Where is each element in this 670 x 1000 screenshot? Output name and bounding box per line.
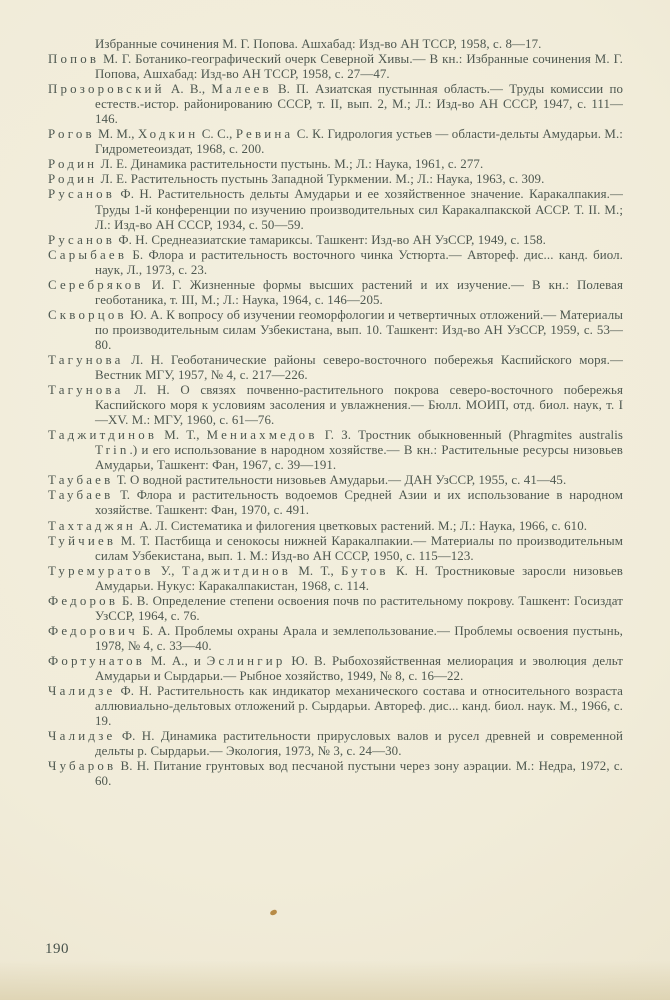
entry-text: Ф. Н. Растительность как индикатор механического состава и относительного возраста аллювиально-дельтовых отложений р. Сырдарьи. Автореф. дис... канд. биол. наук. М., 1966, с. 19. (95, 684, 623, 729)
entry-text: Т. О водной растительности низовьев Амударьи.— ДАН УзССР, 1955, с. 41—45. (113, 473, 567, 488)
author-name: Родин (48, 157, 98, 172)
author-name: Туйчиев (48, 533, 117, 548)
entry-text: М. Г. Ботанико-географический очерк Северной Хивы.— В кн.: Избранные сочинения М. Г. Попова, Ашхабад: Изд-во АН ТССР, 1958, с. 27—47. (95, 52, 623, 82)
author-name: Ревина (235, 127, 294, 142)
author-name: Федоров (48, 593, 119, 608)
author-name: Trin (95, 443, 130, 458)
entry-text: У., (153, 563, 182, 578)
author-name: Таубаев (48, 488, 114, 503)
author-name: Тахтаджян (48, 518, 137, 533)
bibliography-list (48, 37, 623, 789)
bibliography-entry (48, 654, 623, 684)
author-name: Таубаев (48, 473, 114, 488)
bibliography-entry (48, 428, 623, 473)
entry-text: А. В., (164, 82, 212, 97)
author-name: Русанов (48, 232, 116, 247)
page-number: 190 (45, 941, 69, 957)
bibliography-entry (48, 187, 623, 232)
entry-text: Ю. А. К вопросу об изучении геоморфологии и четвертичных отложений.— Материалы по производительным силам Узбекистана, вып. 10. Ташкент: Изд-во АН УзССР, 1959, с. 53—80. (95, 307, 623, 352)
entry-text: Г. З. Тростник обыкновенный (Phragmites australis (317, 428, 623, 443)
entry-text: В. П. Азиатская пустынная область.— Труды комиссии по естеств.-истор. районированию СССР, т. II, вып. 2, М.; Л.: Изд-во АН СССР, 1947, с. 111—146. (95, 82, 623, 127)
entry-text: Ф. Н. Растительность дельты Амударьи и ее хозяйственное значение. Каракалпакия.— Труды 1-й конференции по изучению производительных сил Каракалпакской АССР. Т. II. М.; Л.: Изд-во АН СССР, 1934, с. 50—59. (95, 187, 623, 232)
entry-text: Ю. В. Рыбохозяйственная мелиорация и эволюция дельт Амударьи и Сырдарьи.— Рыбное хозяйство, 1949, № 8, с. 16—22. (95, 653, 623, 683)
bibliography-entry (48, 353, 623, 383)
entry-text: .) и его использование в народном хозяйстве.— В кн.: Растительные ресурсы низовьев Амударьи, Ташкент: Фан, 1967, с. 39—191. (95, 443, 623, 473)
bibliography-entry (48, 684, 623, 729)
bibliography-entry (48, 729, 623, 759)
entry-text: Б. В. Определение степени освоения почв по растительному покрову. Ташкент: Госиздат УзССР, 1964, с. 76. (95, 593, 623, 623)
entry-text: В. Н. Питание грунтовых вод песчаной пустыни через зону аэрации. М.: Недра, 1972, с. 60. (95, 759, 623, 789)
author-name: Таджитдинов (181, 563, 292, 578)
author-name: Чалидзе (48, 729, 116, 744)
bibliography-entry (48, 473, 623, 488)
author-name: Родин (48, 172, 98, 187)
entry-text: Л. Е. Растительность пустынь Западной Туркмении. М.; Л.: Наука, 1963, с. 309. (97, 172, 545, 187)
author-name: Скворцов (48, 307, 127, 322)
bibliography-entry (48, 37, 623, 52)
entry-text: К. Н. Тростниковые заросли низовьев Амударьи. Нукус: Каракалпакистан, 1968, с. 114. (95, 563, 623, 593)
author-name: Бутов (341, 563, 389, 578)
entry-text: М. А., и (145, 653, 207, 668)
bibliography-entry (48, 488, 623, 518)
entry-text: Л. Н. О связях почвенно-растительного покрова северо-восточного побережья Каспийского моря к условиям засоления и увлажнения.— Бюлл. МОИП, отд. биол. наук, т. I—XV. М.: МГУ, 1960, с. 61—76. (95, 383, 623, 428)
bibliography-entry (48, 308, 623, 353)
author-name: Попов (48, 52, 100, 67)
bibliography-entry (48, 82, 623, 127)
entry-text: Ф. Н. Среднеазиатские тамариксы. Ташкент: Изд-во АН УзССР, 1949, с. 158. (115, 232, 546, 247)
entry-text: Ф. Н. Динамика растительности прирусловых валов и русел древней и современной дельты р. Сырдарьи.— Экология, 1973, № 3, с. 24—30. (95, 729, 623, 759)
author-name: Фортунатов (48, 653, 146, 668)
author-name: Тагунова (48, 383, 124, 398)
bibliography-entry (48, 383, 623, 428)
author-name: Сарыбаев (48, 247, 128, 262)
bibliography-entry (48, 564, 623, 594)
entry-text: М. Т., (291, 563, 342, 578)
entry-text: Л. Е. Динамика растительности пустынь. М.; Л.: Наука, 1961, с. 277. (97, 157, 484, 172)
entry-text: С. К. Гидрология устьев — области-дельты Амударьи. М.: Гидрометеоиздат, 1968, с. 200. (95, 127, 623, 157)
bibliography-entry (48, 534, 623, 564)
bibliography-entry (48, 52, 623, 82)
author-name: Серебряков (48, 277, 144, 292)
bibliography-entry (48, 624, 623, 654)
bibliography-entry (48, 248, 623, 278)
author-name: Федорович (48, 623, 138, 638)
entry-text: С. С., (198, 127, 236, 142)
bibliography-entry (48, 127, 623, 157)
author-name: Мениахмедов (206, 428, 318, 443)
author-name: Таджитдинов (48, 428, 158, 443)
author-name: Ходкин (137, 127, 199, 142)
author-name: Туремуратов (48, 563, 154, 578)
paper-speck (269, 909, 277, 916)
bibliography-entry (48, 278, 623, 308)
entry-text: Б. А. Проблемы охраны Арала и землепользование.— Проблемы освоения пустынь, 1978, № 4, с. 33—40. (95, 623, 623, 653)
author-name: Рогов (48, 127, 95, 142)
bibliography-entry (48, 233, 623, 248)
entry-text: М. М., (94, 127, 138, 142)
author-name: Малеев (211, 82, 272, 97)
author-name: Чалидзе (48, 684, 116, 699)
author-name: Чубаров (48, 759, 117, 774)
bibliography-entry (48, 157, 623, 172)
entry-text: И. Г. Жизненные формы высших растений и их изучение.— В кн.: Полевая геоботаника, т. III, М.; Л.: Наука, 1964, с. 146—205. (95, 277, 623, 307)
author-name: Русанов (48, 187, 116, 202)
bibliography-entry (48, 759, 623, 789)
entry-text: Избранные сочинения М. Г. Попова. Ашхабад: Изд-во АН ТССР, 1958, с. 8—17. (95, 37, 542, 51)
entry-text: А. Л. Систематика и филогения цветковых растений. М.; Л.: Наука, 1966, с. 610. (136, 518, 588, 533)
bibliography-entry (48, 519, 623, 534)
entry-text: Л. Н. Геоботанические районы северо-восточного побережья Каспийского моря.— Вестник МГУ, 1957, № 4, с. 217—226. (95, 352, 623, 383)
entry-text: Т. Флора и растительность водоемов Средней Азии и их использование в народном хозяйстве. Ташкент: Фан, 1970, с. 491. (95, 488, 623, 518)
entry-text: М. Т., (157, 428, 207, 443)
author-name: Прозоровский (48, 82, 165, 97)
bibliography-entry (48, 172, 623, 187)
author-name: Эслингир (206, 653, 286, 668)
entry-text: М. Т. Пастбища и сенокосы нижней Каракалпакии.— Материалы по производительным силам Узбекистана, вып. 1. М.: Изд-во АН СССР, 1950, с. 115—123. (95, 533, 623, 563)
entry-text: Б. Флора и растительность восточного чинка Устюрта.— Автореф. дис... канд. биол. наук, Л., 1973, с. 23. (95, 247, 623, 277)
bibliography-entry (48, 594, 623, 624)
author-name: Тагунова (48, 352, 124, 367)
